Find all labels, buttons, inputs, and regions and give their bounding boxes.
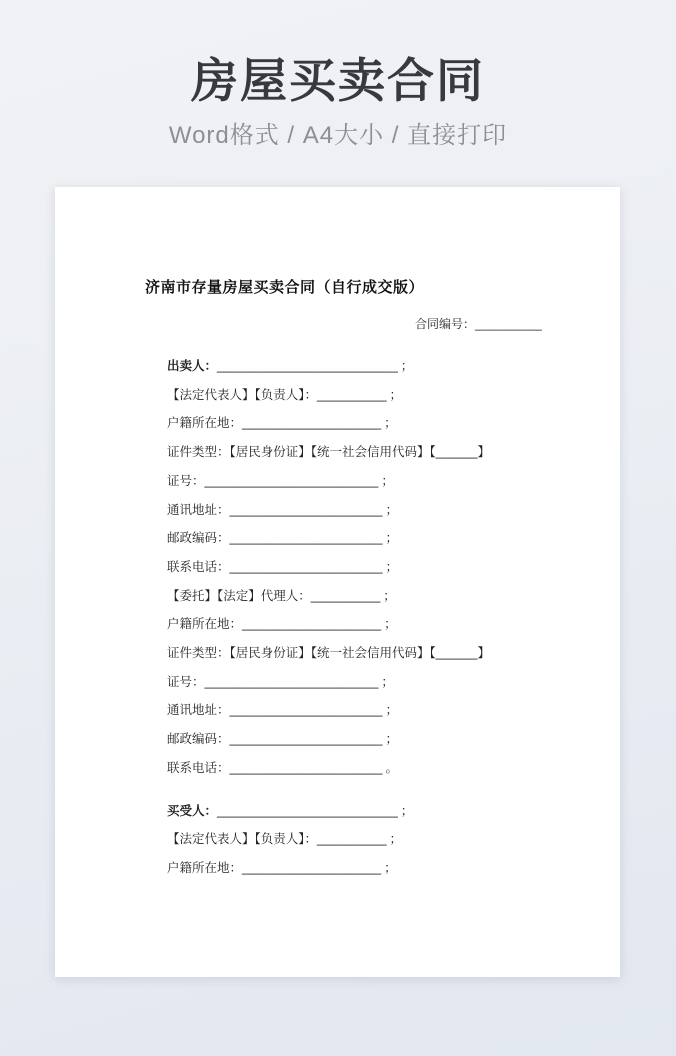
form-line bbox=[167, 754, 620, 783]
form-line bbox=[167, 381, 620, 410]
line-punctuation: 。 bbox=[385, 760, 398, 775]
field-label: 【法定代表人】【负责人】： bbox=[167, 387, 318, 402]
blank-underline: __________ bbox=[310, 588, 381, 603]
blank-underline: ____________________ bbox=[242, 617, 382, 632]
field-label: 联系电话： bbox=[167, 760, 230, 775]
field-label: 户籍所在地： bbox=[167, 416, 243, 431]
contract-number-label: 合同编号： bbox=[415, 317, 476, 331]
line-punctuation: ； bbox=[384, 416, 397, 431]
blank-underline: ______________________ bbox=[229, 760, 383, 775]
blank-underline: ______________________ bbox=[229, 502, 383, 517]
blank-underline: __________________________ bbox=[217, 803, 398, 818]
form-line bbox=[167, 438, 620, 467]
field-label: 【委托】【法定】代理人： bbox=[167, 588, 311, 603]
contract-number-blank: __________ bbox=[475, 317, 542, 331]
line-punctuation: ； bbox=[400, 359, 414, 373]
form-line bbox=[167, 639, 620, 668]
form-line bbox=[167, 854, 620, 883]
field-label: 通讯地址： bbox=[167, 703, 230, 718]
field-label: 邮政编码： bbox=[167, 531, 230, 546]
form-line bbox=[167, 696, 620, 725]
field-label: 买受人： bbox=[167, 803, 218, 818]
form-line bbox=[167, 524, 620, 553]
form-line bbox=[167, 825, 620, 854]
form-line bbox=[167, 553, 620, 582]
blank-underline: ______ bbox=[435, 646, 478, 661]
field-label: 户籍所在地： bbox=[167, 617, 243, 632]
line-punctuation: ； bbox=[385, 559, 398, 574]
field-label: 证件类型：【居民身份证】【统一社会信用代码】【 bbox=[167, 646, 436, 661]
blank-underline: _________________________ bbox=[204, 674, 379, 689]
blank-underline: ______________________ bbox=[229, 732, 383, 747]
line-punctuation: ； bbox=[383, 588, 396, 603]
field-label: 通讯地址： bbox=[167, 502, 230, 517]
blank-underline: _________________________ bbox=[204, 473, 379, 488]
form-line bbox=[167, 409, 620, 438]
line-punctuation: ； bbox=[385, 703, 398, 718]
line-punctuation: 】 bbox=[477, 646, 490, 661]
form-line bbox=[167, 725, 620, 754]
form-line bbox=[167, 582, 620, 611]
contract-number-line bbox=[415, 315, 620, 332]
line-punctuation: ； bbox=[384, 860, 397, 875]
blank-underline: ______ bbox=[435, 445, 478, 460]
field-label: 【法定代表人】【负责人】： bbox=[167, 832, 318, 847]
blank-underline: ______________________ bbox=[229, 703, 383, 718]
form-lines bbox=[167, 352, 620, 883]
field-label: 邮政编码： bbox=[167, 732, 230, 747]
form-line bbox=[167, 797, 620, 826]
field-label: 出卖人： bbox=[167, 359, 218, 373]
form-line bbox=[167, 610, 620, 639]
form-line bbox=[167, 467, 620, 496]
form-line bbox=[167, 668, 620, 697]
field-label: 证号： bbox=[167, 674, 205, 689]
line-punctuation: ； bbox=[400, 803, 414, 818]
blank-underline: ______________________ bbox=[229, 531, 383, 546]
form-line bbox=[167, 496, 620, 525]
line-punctuation: ； bbox=[384, 617, 397, 632]
document-title: 济南市存量房屋买卖合同（自行成交版） bbox=[145, 279, 425, 296]
form-line bbox=[167, 352, 620, 381]
field-label: 联系电话： bbox=[167, 559, 230, 574]
blank-underline: ____________________ bbox=[242, 860, 382, 875]
document-page bbox=[55, 187, 620, 977]
line-punctuation: ； bbox=[381, 674, 394, 689]
header bbox=[0, 0, 676, 150]
line-punctuation: ； bbox=[385, 531, 398, 546]
field-label: 证件类型：【居民身份证】【统一社会信用代码】【 bbox=[167, 445, 436, 460]
field-label: 户籍所在地： bbox=[167, 860, 243, 875]
blank-underline: ______________________ bbox=[229, 559, 383, 574]
blank-underline: __________________________ bbox=[217, 359, 398, 373]
blank-underline: __________ bbox=[317, 387, 387, 402]
field-label: 证号： bbox=[167, 473, 205, 488]
blank-underline: ____________________ bbox=[242, 416, 382, 431]
line-punctuation: 】 bbox=[477, 445, 490, 460]
header-title: 房屋买卖合同 bbox=[191, 54, 485, 107]
line-punctuation: ； bbox=[385, 732, 398, 747]
line-punctuation: ； bbox=[389, 387, 403, 402]
line-punctuation: ； bbox=[385, 502, 398, 517]
line-punctuation: ； bbox=[381, 473, 394, 488]
blank-underline: __________ bbox=[317, 832, 387, 847]
header-subtitle: Word格式 / A4大小 / 直接打印 bbox=[168, 122, 508, 150]
line-punctuation: ； bbox=[389, 832, 403, 847]
